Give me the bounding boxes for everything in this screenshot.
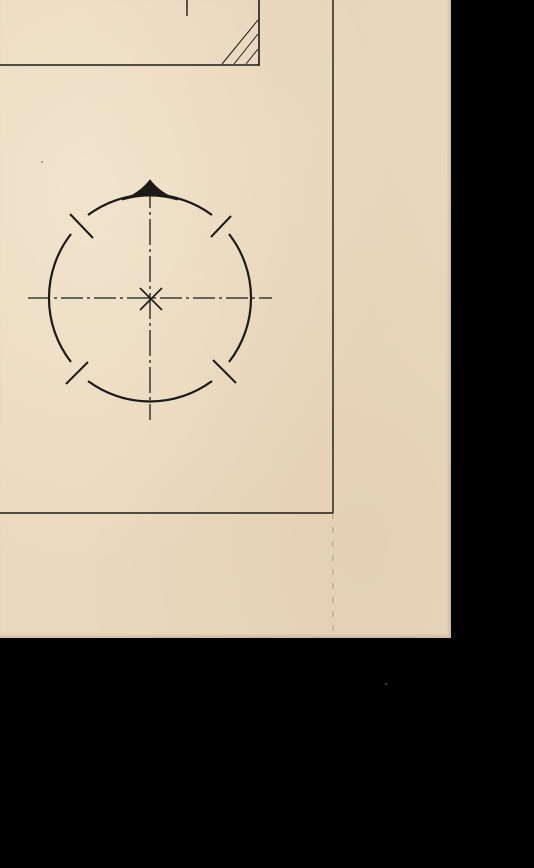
circle-symbol [28,180,272,420]
upper-frame [0,0,330,65]
scan-specks [41,161,387,685]
division-tick-lower-right [213,360,236,383]
hatch-line [222,20,258,64]
hatching [222,20,258,64]
division-tick-upper-right [211,216,231,237]
division-tick-upper-left [70,214,93,238]
division-tick-lower-left [66,362,88,384]
speck [385,683,387,685]
hatch-line [246,49,258,64]
speck [41,161,43,163]
hatch-line [234,34,258,64]
